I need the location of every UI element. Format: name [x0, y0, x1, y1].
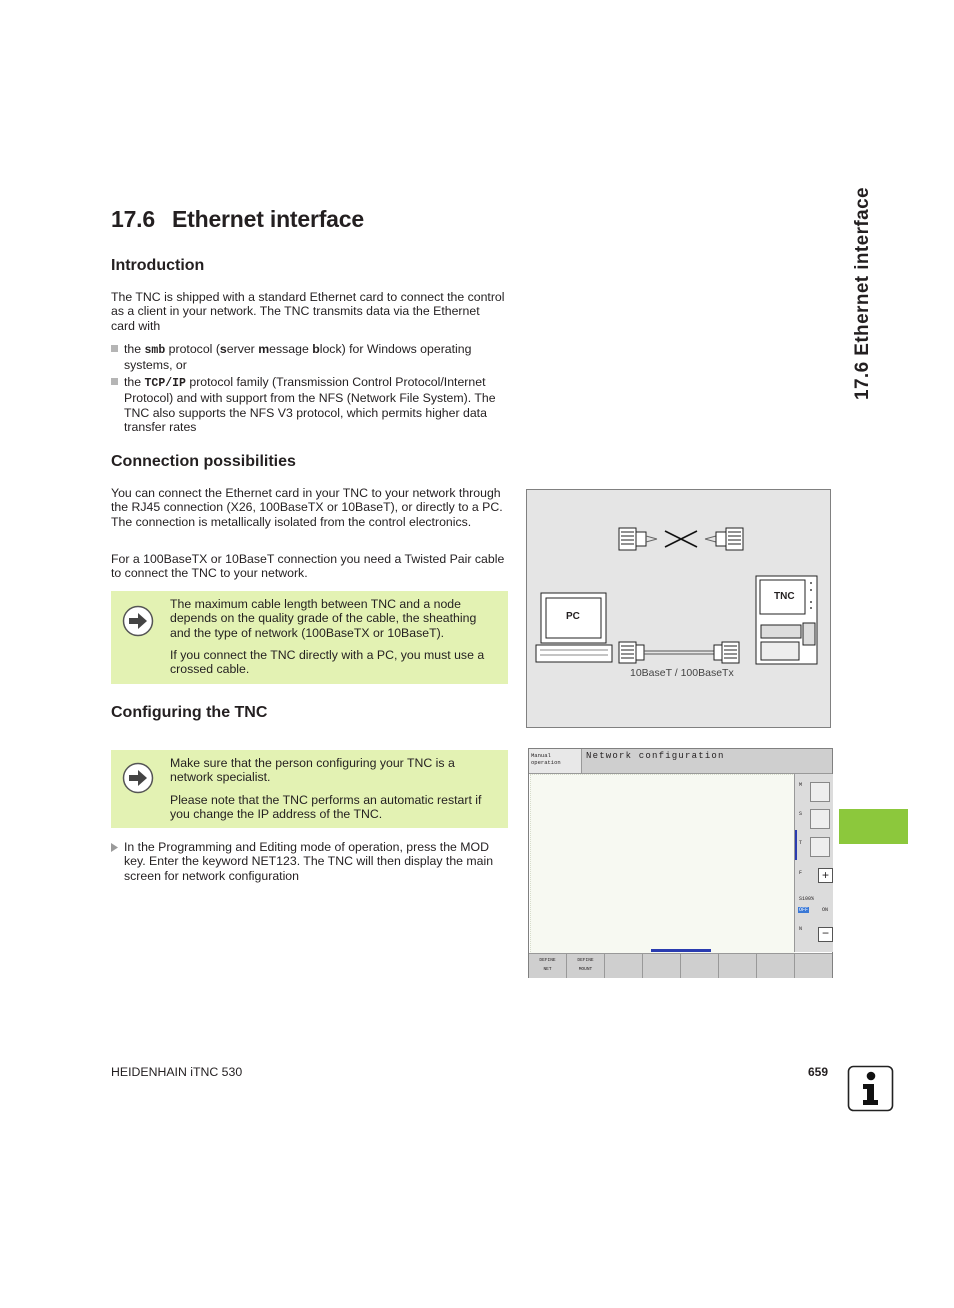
crossed-cable-icon [619, 528, 743, 550]
scroll-indicator [651, 949, 711, 952]
tnc-control-icon [756, 576, 817, 664]
info-icon [847, 1065, 894, 1112]
footer-manual-name: HEIDENHAIN iTNC 530 [111, 1065, 243, 1079]
connection-paragraph-1: You can connect the Ethernet card in your TNC to your network through the RJ45 connection (X26, 100BaseTX or 10BaseT), or directly to a PC. The connection is metallically isolated from the control electronics. [111, 486, 503, 529]
config-area [530, 774, 795, 954]
section-number: 17.6 [111, 206, 155, 232]
arrow-right-icon [122, 762, 154, 794]
note-cable-length [111, 591, 508, 684]
softkey-empty[interactable] [757, 954, 795, 978]
bullet-square [111, 378, 118, 385]
connection-paragraph-2: For a 100BaseTX or 10BaseT connection you need a Twisted Pair cable to connect the TNC to your network. [111, 552, 505, 581]
arrow-right-icon [122, 605, 154, 637]
pc-icon [536, 593, 612, 662]
minus-icon[interactable]: − [818, 927, 833, 942]
bullet-smb: the smb protocol (server message block) for Windows operating systems, or [111, 342, 511, 373]
smb-code: smb [144, 344, 166, 357]
note-text: Make sure that the person configuring your TNC is a network specialist. [170, 756, 455, 785]
tnc-label: TNC [774, 591, 795, 602]
softkey-empty[interactable] [681, 954, 719, 978]
cable-label: 10BaseT / 100BaseTx [630, 667, 734, 679]
side-active-marker [795, 830, 797, 860]
mode-label: Manual operation [531, 752, 561, 766]
softkey-empty[interactable] [643, 954, 681, 978]
title-bar [582, 749, 832, 774]
page-number: 659 [808, 1065, 829, 1079]
tcpip-code: TCP/IP [144, 377, 186, 390]
side-softkey-panel [794, 774, 833, 952]
note-text: If you connect the TNC directly with a PC, you must use a crossed cable. [170, 648, 485, 677]
step-text: In the Programming and Editing mode of operation, press the MOD key. Enter the keyword NET123. The TNC will then display the main screen for network configuration [124, 840, 494, 883]
section-title: Ethernet interface [172, 206, 364, 232]
note-text: Please note that the TNC performs an automatic restart if you change the IP address of the TNC. [170, 793, 482, 822]
network-config-screenshot [528, 748, 833, 978]
bullet-square [111, 345, 118, 352]
softkey-define-mount[interactable]: DEFINE MOUNT [567, 954, 605, 978]
straight-cable-icon [619, 642, 739, 663]
softkey-empty[interactable] [795, 954, 832, 978]
softkey-empty[interactable] [605, 954, 643, 978]
side-softkey[interactable] [810, 837, 830, 857]
softkey-bar [529, 953, 832, 978]
mode-panel [529, 749, 582, 774]
bullet-tcpip: the TCP/IP protocol family (Transmission Control Protocol/Internet Protocol) and with support from the NFS (Network File System). The TNC also supports the NFS V3 protocol, which permits higher data transfer rates [111, 375, 511, 435]
ethernet-connection-figure [526, 489, 831, 728]
side-label-t: T [799, 840, 803, 846]
plus-icon[interactable]: + [818, 868, 833, 883]
connection-heading: Connection possibilities [111, 453, 296, 470]
connection-diagram [527, 490, 830, 727]
on-label: ON [822, 907, 829, 913]
pc-label: PC [566, 611, 580, 622]
side-label-m: M [799, 782, 803, 788]
introduction-heading: Introduction [111, 257, 205, 274]
chapter-tab [839, 809, 908, 844]
softkey-define-net[interactable]: DEFINE NET [529, 954, 567, 978]
side-label-s: S [799, 811, 803, 817]
note-text: The maximum cable length between TNC and a node depends on the quality grade of the cable, the sheathing and the type of network (100BaseTX or 10BaseT). [170, 597, 477, 640]
side-label-n: N [799, 926, 803, 932]
step-triangle-icon [111, 843, 118, 852]
side-label-f: F [799, 870, 803, 876]
side-softkey[interactable] [810, 782, 830, 802]
step-instruction [111, 840, 508, 883]
configuring-heading: Configuring the TNC [111, 704, 268, 721]
side-chapter-title: 17.6 Ethernet interface [852, 186, 873, 400]
softkey-empty[interactable] [719, 954, 757, 978]
intro-paragraph: The TNC is shipped with a standard Ethernet card to connect the control as a client in your network. The TNC transmits data via the Ethernet card with [111, 290, 505, 333]
note-specialist [111, 750, 508, 828]
spindle-override: S100% [799, 896, 815, 902]
off-label: OFF [799, 907, 809, 913]
side-softkey[interactable] [810, 809, 830, 829]
screen-title: Network configuration [586, 751, 725, 761]
section-heading [111, 206, 364, 233]
